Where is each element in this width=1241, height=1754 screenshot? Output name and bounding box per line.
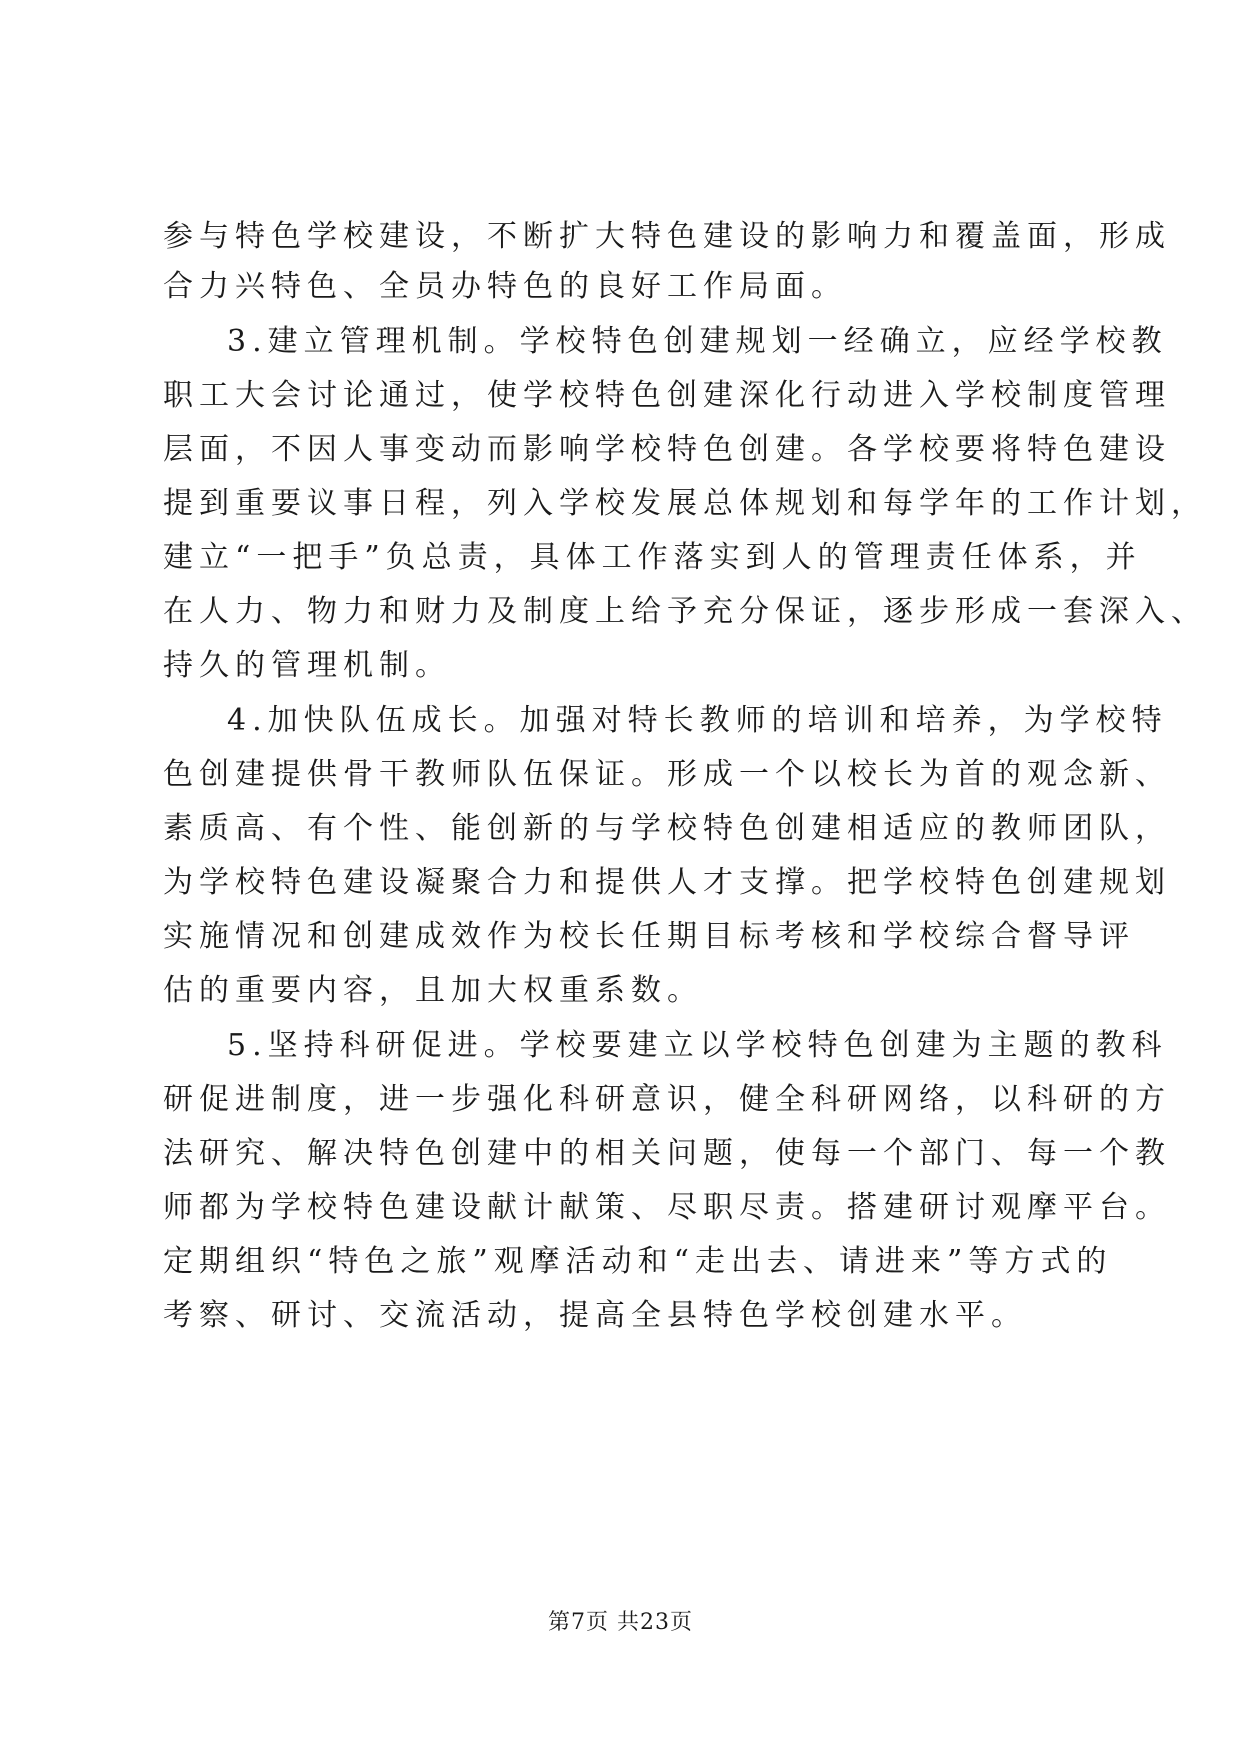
body-text-line: 法研究、解决特色创建中的相关问题，使每一个部门、每一个教 (163, 1136, 1171, 1171)
body-text-line: 为学校特色建设凝聚合力和提供人才支撑。把学校特色创建规划 (163, 865, 1171, 900)
body-text-line: 考察、研讨、交流活动，提高全县特色学校创建水平。 (163, 1298, 1027, 1333)
paragraph-5-first-line: 5.坚持科研促进。学校要建立以学校特色创建为主题的教科 (227, 1028, 1168, 1063)
body-text-line: 合力兴特色、全员办特色的良好工作局面。 (163, 269, 847, 304)
page-number-footer: 第7页 共23页 (548, 1610, 693, 1635)
body-text-line: 持久的管理机制。 (163, 648, 451, 683)
body-text-line: 定期组织“特色之旅”观摩活动和“走出去、请进来”等方式的 (163, 1244, 1113, 1279)
body-text-line: 研促进制度，进一步强化科研意识，健全科研网络，以科研的方 (163, 1082, 1171, 1117)
body-text-line: 估的重要内容，且加大权重系数。 (163, 973, 703, 1008)
body-text-line: 师都为学校特色建设献计献策、尽职尽责。搭建研讨观摩平台。 (163, 1190, 1171, 1225)
body-text-line: 实施情况和创建成效作为校长任期目标考核和学校综合督导评 (163, 919, 1135, 954)
paragraph-4-first-line: 4.加快队伍成长。加强对特长教师的培训和培养，为学校特 (227, 703, 1168, 738)
paragraph-3-first-line: 3.建立管理机制。学校特色创建规划一经确立，应经学校教 (227, 324, 1168, 359)
body-text-line: 职工大会讨论通过，使学校特色创建深化行动进入学校制度管理 (163, 378, 1171, 413)
body-text-line: 层面，不因人事变动而影响学校特色创建。各学校要将特色建设 (163, 432, 1171, 467)
body-text-line: 提到重要议事日程，列入学校发展总体规划和每学年的工作计划， (163, 486, 1207, 521)
body-text-line: 素质高、有个性、能创新的与学校特色创建相适应的教师团队， (163, 811, 1171, 846)
body-text-line: 在人力、物力和财力及制度上给予充分保证，逐步形成一套深入、 (163, 594, 1207, 629)
body-text-line: 建立“一把手”负总责，具体工作落实到人的管理责任体系，并 (163, 540, 1142, 575)
body-text-line: 色创建提供骨干教师队伍保证。形成一个以校长为首的观念新、 (163, 757, 1171, 792)
body-text-line: 参与特色学校建设，不断扩大特色建设的影响力和覆盖面，形成 (163, 219, 1171, 254)
